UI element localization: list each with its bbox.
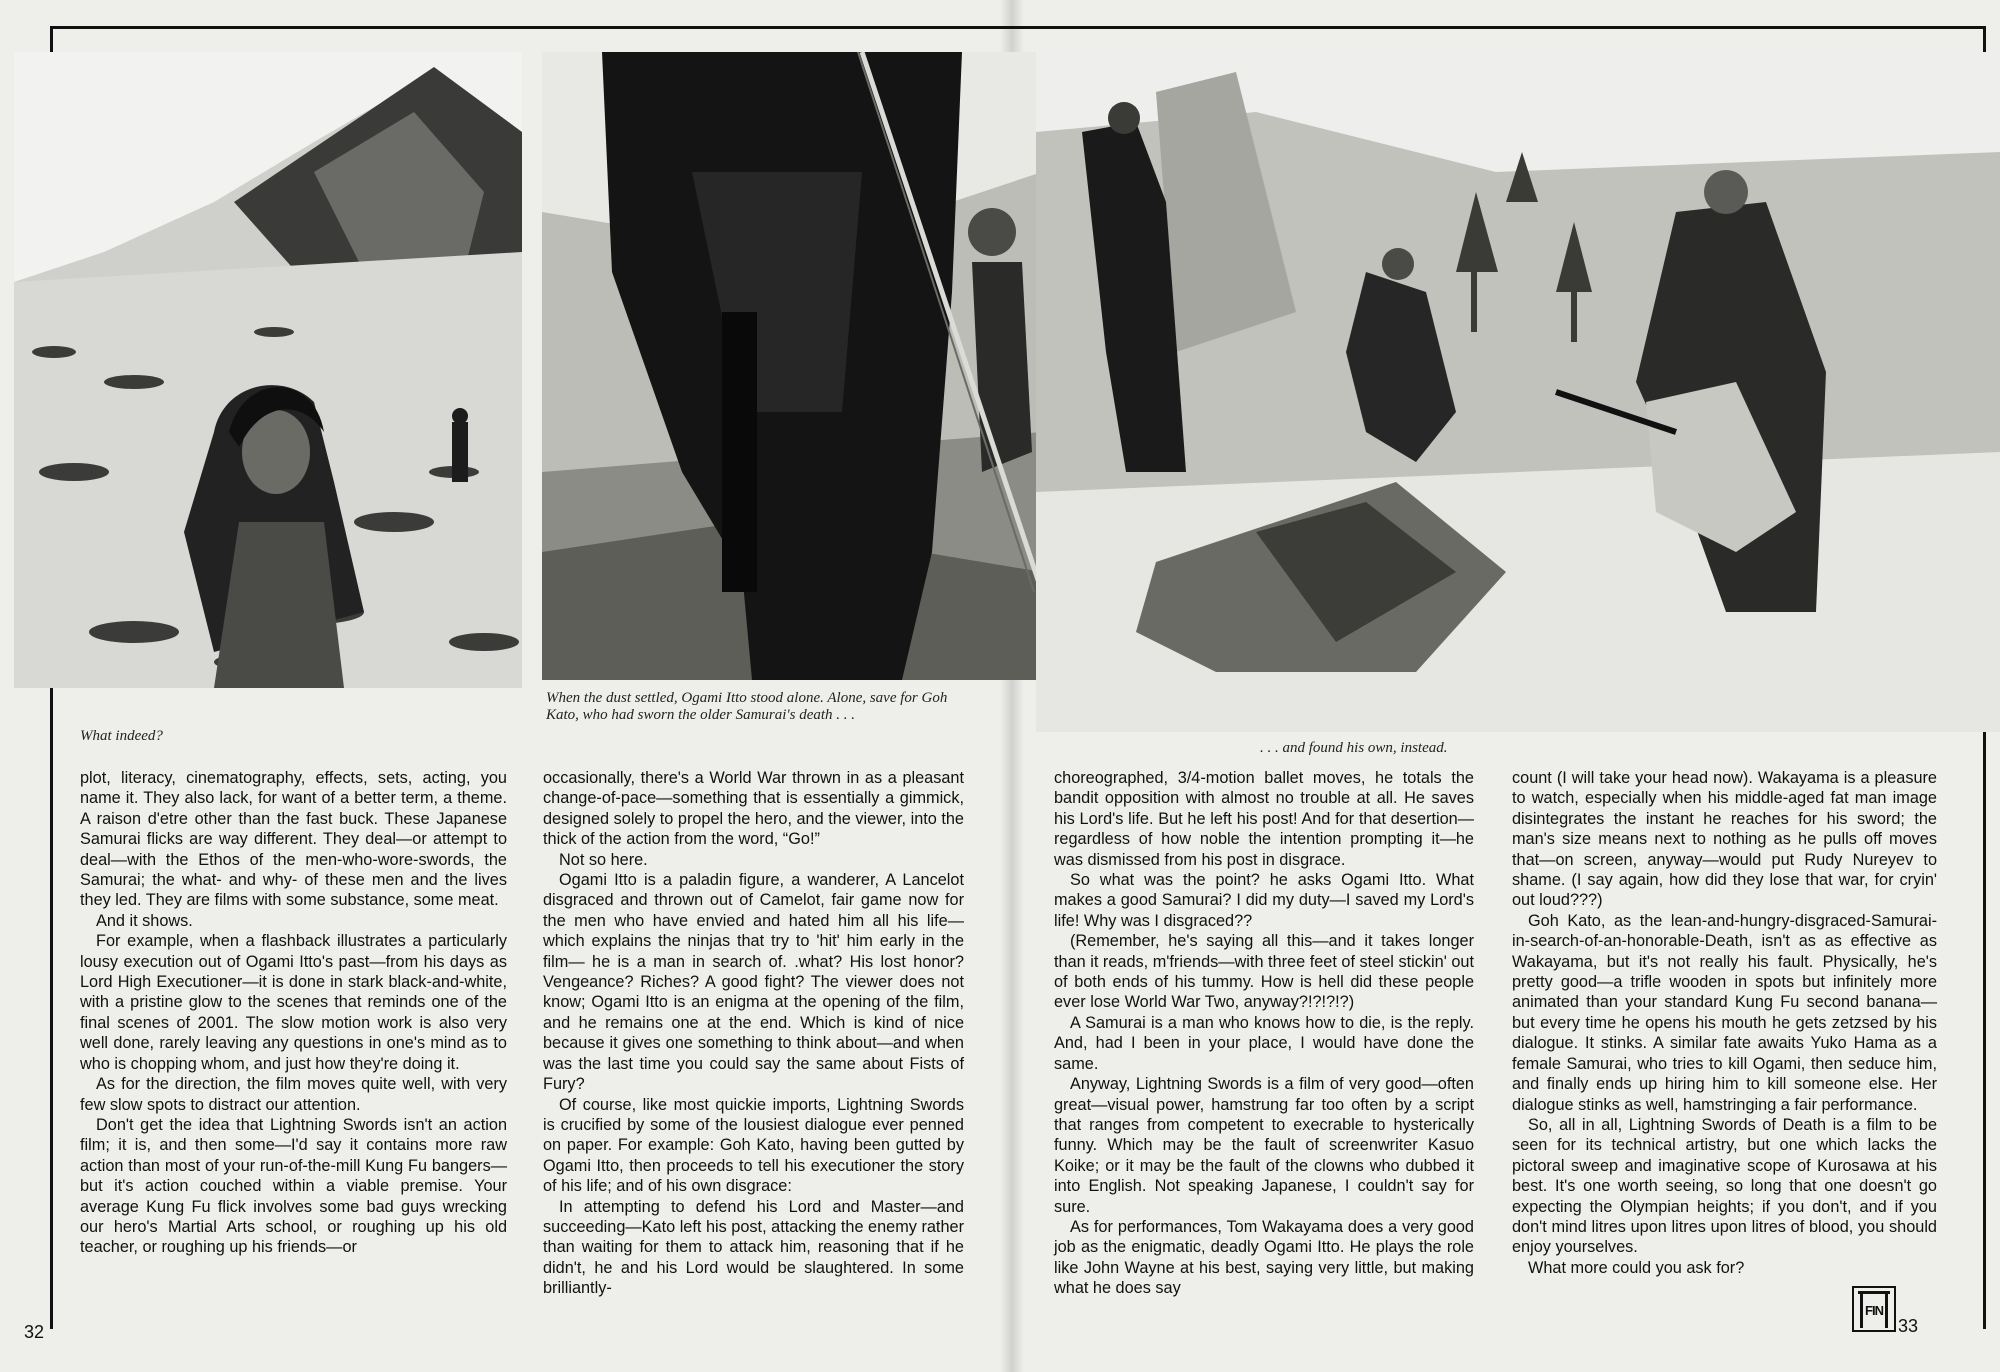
page-number-left: 32 <box>24 1322 45 1342</box>
article-column-1 <box>80 768 507 1258</box>
paragraph: Of course, like most quickie imports, Lightning Swords is crucified by some of the lousiest dialogue ever penned on paper. For example: Goh Kato, having been gutted by Ogami Itto, then proceeds to tell his executioner the story of his life; and of his own disgrace: <box>543 1095 964 1196</box>
fin-label: FIN <box>1865 1303 1883 1318</box>
photo-duel <box>1036 52 2000 732</box>
photo-swordsman-low-angle <box>542 52 1042 680</box>
fin-torii-logo <box>1852 1286 1896 1332</box>
paragraph: For example, when a flashback illustrates a particularly lousy execution out of Ogami Itto's past—from his days as Lord High Executioner—it is done in stark black-and-white, with a pristine glow to the scenes that reminds one of the final scenes of 2001. The slow motion work is also very well done, rarely leaving any questions in one's mind as to who is chopping whom, and just how they're doing it. <box>80 932 507 1073</box>
article-column-4 <box>1512 768 1937 1278</box>
paragraph: Goh Kato, as the lean-and-hungry-disgraced-Samurai-in-search-of-an-honorable-Death, isn't as as effective as Wakayama, but it's not really his fault. Physically, he's pretty good—a trifle wooden in spots but infinitely more animated than your standard Kung Fu second banana—but every time he opens his mouth he gets zetzsed by his dialogue. It stinks. A similar fate awaits Yuko Hama as a female Samurai, who tries to kill Ogami, then seduce him, and finally ends up hiring him to kill someone else. Her dialogue stinks as well, hamstringing a fair performance. <box>1512 911 1937 1114</box>
article-column-2 <box>543 768 964 1299</box>
paragraph: (Remember, he's saying all this—and it takes longer than it reads, m'friends—with three feet of steel stickin' out of both ends of his tummy. How is hell did these people ever lose World War Two, anyway?!?!?!?) <box>1054 932 1474 1012</box>
paragraph: plot, literacy, cinematography, effects, sets, acting, you name it. They also lack, for want of a better term, a theme. A raison d'etre other than the fast buck. These Japanese Samurai flicks are way different. They deal—or attempt to deal—with the Ethos of the men-who-wore-swords, the Samurai; the what- and why- of these men and the lives they led. They are films with some substance, some meat. <box>80 769 507 910</box>
paragraph: What more could you ask for? <box>1528 1258 1745 1277</box>
paragraph: As for the direction, the film moves quite well, with very few slow spots to distract our attention. <box>80 1075 507 1114</box>
paragraph: As for performances, Tom Wakayama does a very good job as the enigmatic, deadly Ogami Itto. He plays the role like John Wayne at his best, saying very little, but making what he does say <box>1054 1217 1474 1298</box>
paragraph: Anyway, Lightning Swords is a film of very good—often great—visual power, hamstrung far too often by a script that ranges from competent to execrable to hysterically funny. Which may be the fault of screenwriter Kasuo Koike; or it may be the fault of the clowns who dubbed it into English. Not speaking Japanese, I couldn't say for sure. <box>1054 1075 1474 1216</box>
paragraph: Not so here. <box>559 850 648 869</box>
paragraph: And it shows. <box>96 911 193 930</box>
photo-caption-right: . . . and found his own, instead. <box>1260 740 1448 756</box>
paragraph: Don't get the idea that Lightning Swords isn't an action film; it is, and then some—I'd say it contains more raw action than most of your run-of-the-mill Kung Fu bangers—but it's action couched within a viable premise. Your average Kung Fu flick involves some bad guys wrecking our hero's Martial Arts school, or roughing up his old teacher, or roughing up his friends—or <box>80 1115 507 1257</box>
paragraph: Ogami Itto is a paladin figure, a wanderer, A Lancelot disgraced and thrown out of Camelot, fair game now for the men who have envied and hated him all his life—which explains the ninjas that try to 'hit' him early in the film— he is a man in search of. .what? His lost honor? Vengeance? Riches? A good fight? The viewer does not know; Ogami Itto is an enigma at the opening of the film, and he remains one at the end. Which is kind of nice because it gives one something to think about—and when was the last time you could say the same about Fists of Fury? <box>543 871 964 1094</box>
photo-samurai-battlefield <box>14 52 522 688</box>
paragraph: In attempting to defend his Lord and Master—and succeeding—Kato left his post, attacking the enemy rather than waiting for them to attack him, reasoning that if he didn't, he and his Lord would be slaughtered. In some brilliantly- <box>543 1197 964 1298</box>
photo-caption-left: What indeed? <box>80 728 163 744</box>
paragraph: choreographed, 3/4-motion ballet moves, he totals the bandit opposition with almost no trouble at all. He saves his Lord's life. But he left his post! And for that desertion—regardless of how noble the intention prompting it—he was dismissed from his post in disgrace. <box>1054 769 1474 869</box>
paragraph: count (I will take your head now). Wakayama is a pleasure to watch, especially when his middle-aged fat man image disintegrates the instant he reaches for his sword; the man's size means next to nothing as he pulls off moves that—on screen, anyway—would put Rudy Nureyev to shame. (I say again, how did they lose that war, for cryin' out loud???) <box>1512 769 1937 910</box>
article-column-3 <box>1054 768 1474 1299</box>
photo-caption-center: When the dust settled, Ogami Itto stood alone. Alone, save for Goh Kato, who had sworn the older Samurai's death . . . <box>546 690 948 723</box>
paragraph: occasionally, there's a World War thrown in as a pleasant change-of-pace—something that is essentially a gimmick, designed solely to propel the hero, and the viewer, into the thick of the action from the word, “Go!” <box>543 769 964 849</box>
paragraph: A Samurai is a man who knows how to die, is the reply. And, had I been in your place, I would have done the same. <box>1054 1013 1474 1073</box>
paragraph: So, all in all, Lightning Swords of Death is a film to be seen for its technical artistry, but one which lacks the pictoral sweep and imaginative scope of Kurosawa at his best. It's one worth seeing, so long that one doesn't go expecting the Olympian heights; if you don't, and if you don't mind litres upon litres upon litres of blood, you should enjoy yourselves. <box>1512 1115 1937 1257</box>
page-number-right: 33 <box>1898 1316 1919 1336</box>
paragraph: So what was the point? he asks Ogami Itto. What makes a good Samurai? I did my duty—I saved my Lord's life! Why was I disgraced?? <box>1054 871 1474 930</box>
